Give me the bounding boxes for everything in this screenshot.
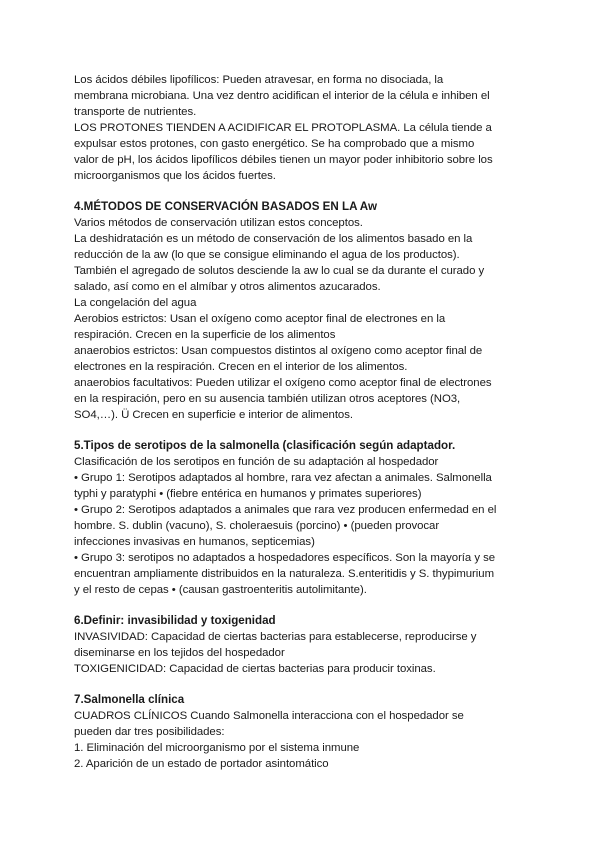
- paragraph: [74, 454, 536, 598]
- text-line: transporte de nutrientes.: [74, 106, 197, 118]
- text-line: Los ácidos débiles lipofílicos: Pueden atravesar, en forma no disociada, la: [74, 74, 444, 86]
- text-line: electrones en la respiración. Crecen en el interior de los alimentos.: [74, 361, 408, 373]
- text-line: expulsar estos protones, con gasto energético. Se ha comprobado que a mismo: [74, 138, 475, 150]
- text-line: Clasificación de los serotipos en función de su adaptación al hospedador: [74, 456, 439, 468]
- text-line: reducción de la aw (lo que se consigue eliminando el agua de los productos).: [74, 249, 460, 261]
- text-line: INVASIVIDAD: Capacidad de ciertas bacterias para establecerse, reproducirse y: [74, 631, 477, 643]
- text-line: La deshidratación es un método de conservación de los alimentos basado en la: [74, 233, 473, 245]
- text-line: TOXIGENICIDAD: Capacidad de ciertas bacterias para producir toxinas.: [74, 663, 436, 675]
- section-heading: 6.Definir: invasibilidad y toxigenidad: [74, 614, 276, 627]
- text-line: encuentran ampliamente distribuidos en la naturaleza. S.enteritidis y S. thypimurium: [74, 568, 495, 580]
- text-line: También el agregado de solutos desciende la aw lo cual se da durante el curado y: [74, 265, 485, 277]
- text-line: infecciones invasivas en humanos, septicemias): [74, 536, 315, 548]
- paragraph-gap: [74, 677, 536, 692]
- text-line: anaerobios facultativos: Pueden utilizar el oxígeno como aceptor final de electrones: [74, 377, 492, 389]
- text-line: typhi y paratyphi • (fiebre entérica en humanos y primates superiores): [74, 488, 422, 500]
- text-line: membrana microbiana. Una vez dentro acidifican el interior de la célula e inhiben el: [74, 90, 490, 102]
- paragraph: [74, 629, 536, 677]
- section-heading: 4.MÉTODOS DE CONSERVACIÓN BASADOS EN LA Aw: [74, 200, 377, 213]
- text-line: microorganismos que los ácidos fuertes.: [74, 170, 276, 182]
- text-line: • Grupo 2: Serotipos adaptados a animales que rara vez producen enfermedad en el: [74, 504, 497, 516]
- text-line: en la respiración, pero en su ausencia también utilizan otros aceptores (NO3,: [74, 393, 461, 405]
- text-line: LOS PROTONES TIENDEN A ACIDIFICAR EL PROTOPLASMA. La célula tiende a: [74, 122, 492, 134]
- text-line: 2. Aparición de un estado de portador asintomático: [74, 758, 329, 770]
- text-line: diseminarse en los tejidos del hospedador: [74, 647, 285, 659]
- text-line: • Grupo 1: Serotipos adaptados al hombre, rara vez afectan a animales. Salmonella: [74, 472, 492, 484]
- paragraph: [74, 72, 536, 184]
- text-line: y el resto de cepas • (causan gastroenteritis autolimitante).: [74, 584, 367, 596]
- paragraph: [74, 215, 536, 423]
- text-line: valor de pH, los ácidos lipofílicos débiles tienen un mayor poder inhibitorio sobre los: [74, 154, 493, 166]
- text-line: CUADROS CLÍNICOS Cuando Salmonella interacciona con el hospedador se: [74, 710, 464, 722]
- paragraph-gap: [74, 598, 536, 613]
- text-line: hombre. S. dublin (vacuno), S. choleraesuis (porcino) • (pueden provocar: [74, 520, 440, 532]
- text-line: 1. Eliminación del microorganismo por el sistema inmune: [74, 742, 360, 754]
- text-line: La congelación del agua: [74, 297, 197, 309]
- paragraph: [74, 708, 536, 772]
- paragraph-gap: [74, 184, 536, 199]
- text-line: Aerobios estrictos: Usan el oxígeno como aceptor final de electrones en la: [74, 313, 446, 325]
- text-line: Varios métodos de conservación utilizan estos conceptos.: [74, 217, 363, 229]
- text-line: SO4,…). Ü Crecen en superficie e interior de alimentos.: [74, 409, 353, 421]
- paragraph-gap: [74, 423, 536, 438]
- section-heading: 5.Tipos de serotipos de la salmonella (clasificación según adaptador.: [74, 439, 456, 452]
- text-line: salado, así como en el almíbar y otros alimentos azucarados.: [74, 281, 381, 293]
- section-heading: 7.Salmonella clínica: [74, 693, 185, 706]
- text-line: anaerobios estrictos: Usan compuestos distintos al oxígeno como aceptor final de: [74, 345, 483, 357]
- text-line: respiración. Crecen en la superficie de los alimentos: [74, 329, 336, 341]
- text-line: • Grupo 3: serotipos no adaptados a hospedadores específicos. Son la mayoría y se: [74, 552, 496, 564]
- text-line: pueden dar tres posibilidades:: [74, 726, 225, 738]
- document-body: [74, 72, 536, 772]
